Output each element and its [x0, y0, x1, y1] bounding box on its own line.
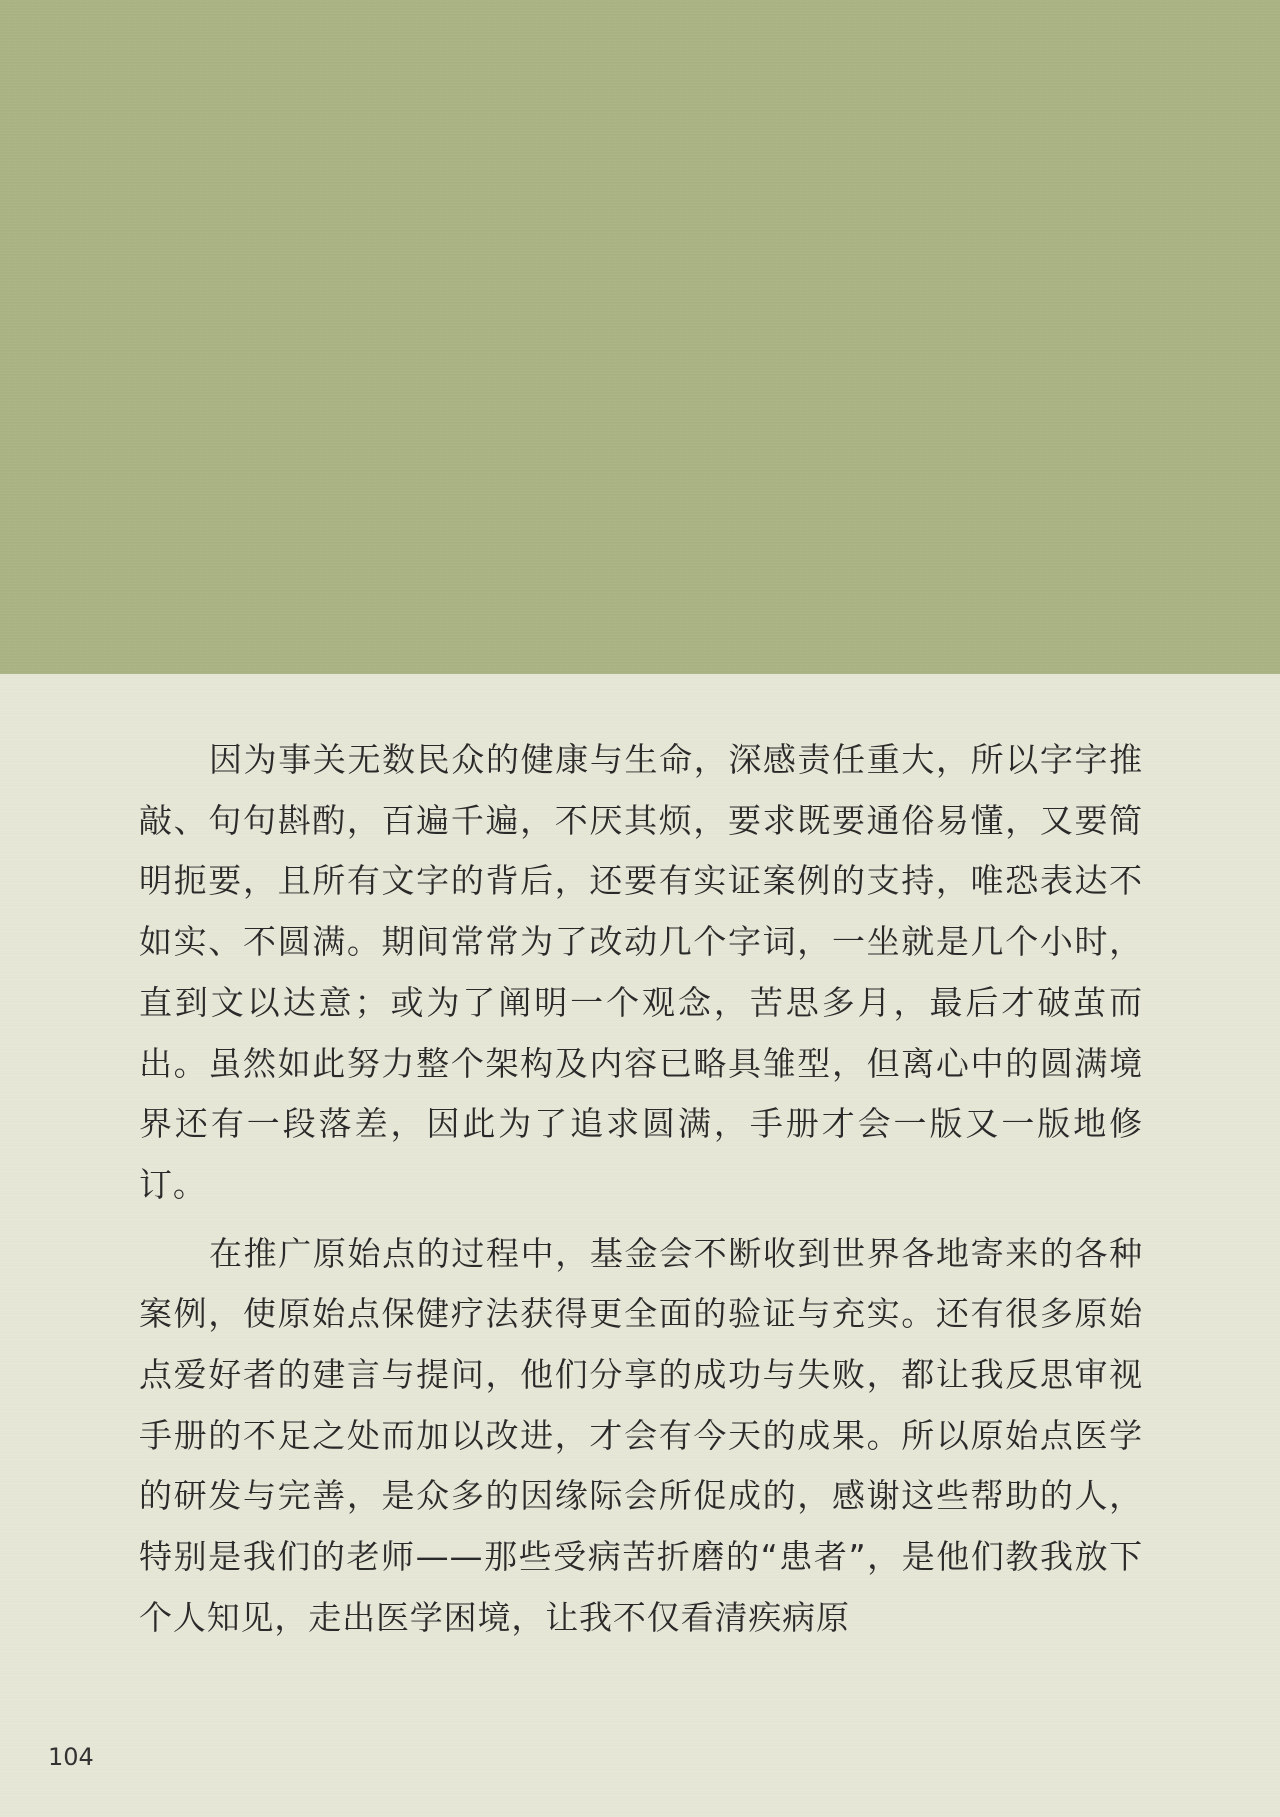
page-number: 104 [48, 1743, 94, 1771]
body-text [139, 730, 1143, 1657]
paragraph-1: 因为事关无数民众的健康与生命，深感责任重大，所以字字推敲、句句斟酌，百遍千遍，不厌其烦，要求既要通俗易懂，又要简明扼要，且所有文字的背后，还要有实证案例的支持，唯恐表达不如实、不圆满。期间常常为了改动几个字词，一坐就是几个小时，直到文以达意；或为了阐明一个观念，苦思多月，最后才破茧而出。虽然如此努力整个架构及内容已略具雏型，但离心中的圆满境界还有一段落差，因此为了追求圆满，手册才会一版又一版地修订。 [139, 740, 1143, 1204]
paragraph-2: 在推广原始点的过程中，基金会不断收到世界各地寄来的各种案例，使原始点保健疗法获得更全面的验证与充实。还有很多原始点爱好者的建言与提问，他们分享的成功与失败，都让我反思审视手册的不足之处而加以改进，才会有今天的成果。所以原始点医学的研发与完善，是众多的因缘际会所促成的，感谢这些帮助的人，特别是我们的老师——那些受病苦折磨的“患者”，是他们教我放下个人知见，走出医学困境，让我不仅看清疾病原 [139, 1233, 1143, 1637]
top-color-band [0, 0, 1280, 674]
